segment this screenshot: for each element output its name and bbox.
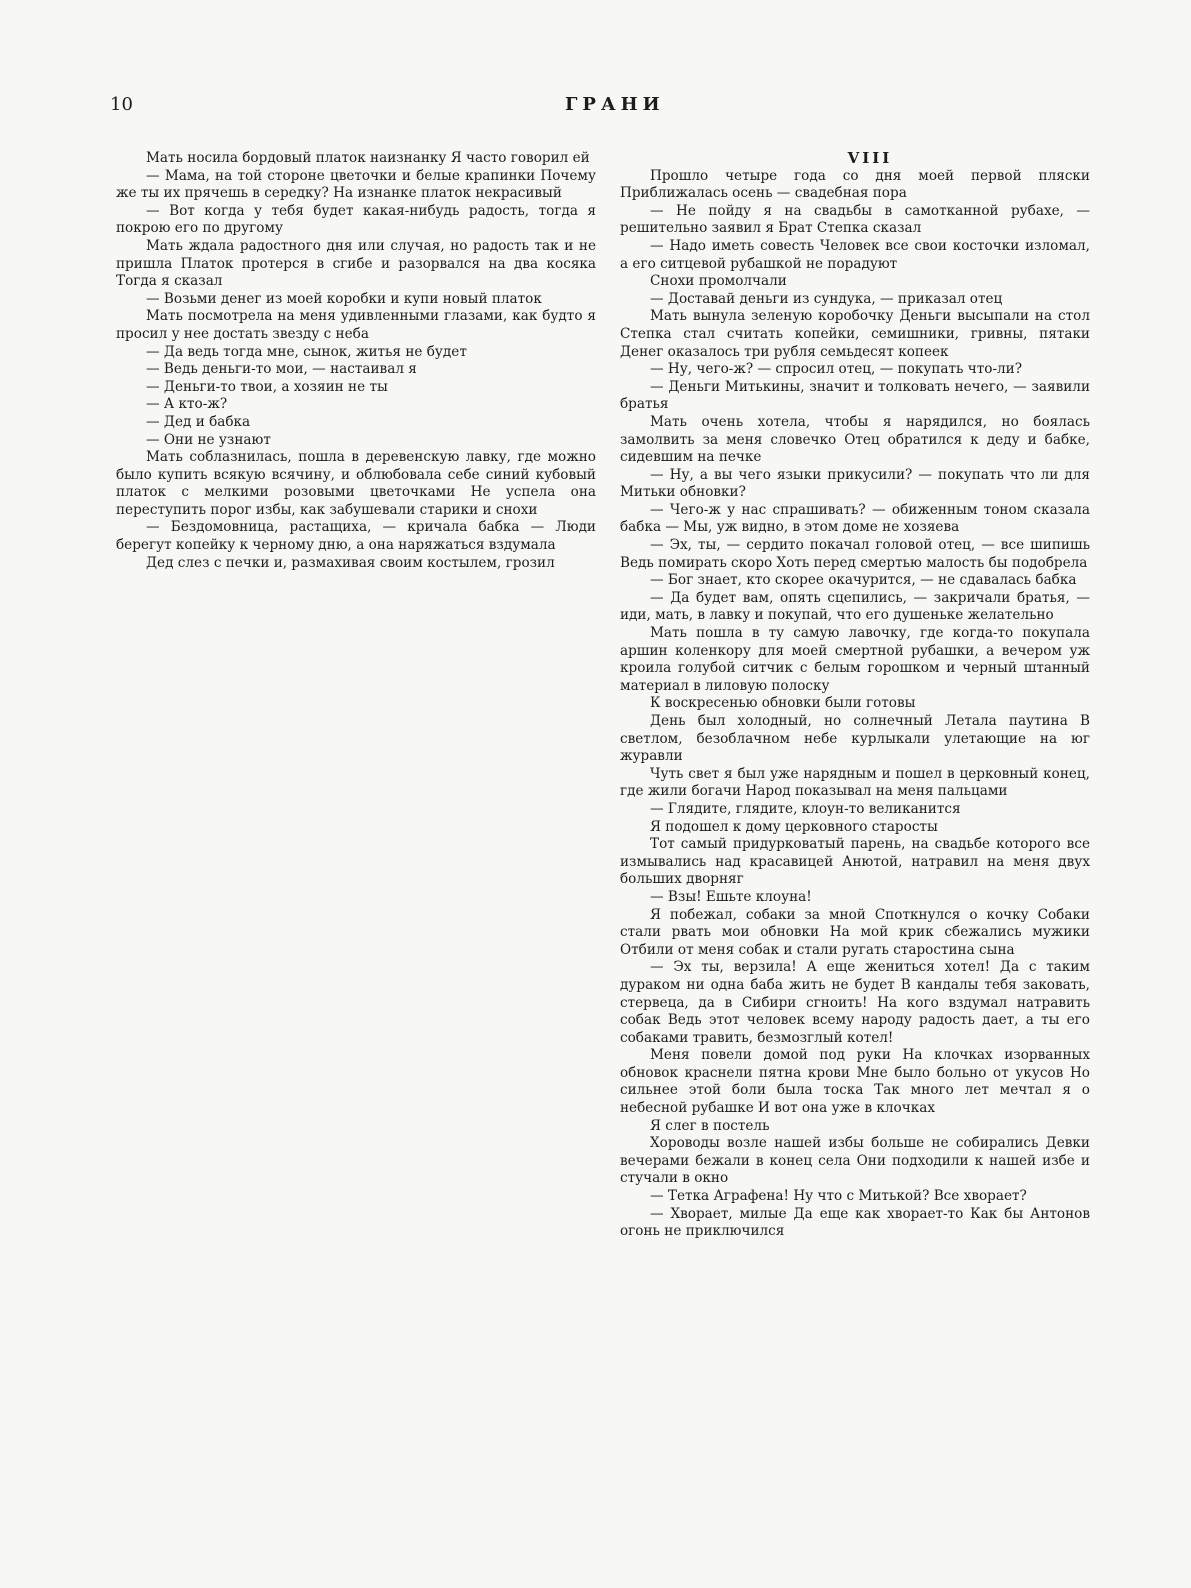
paragraph: — Ну, чего-ж? — спросил отец, — покупать что-ли?: [650, 361, 1023, 378]
paragraph: Я подошел к дому церковного старосты: [650, 818, 938, 835]
paragraph: — Эх ты, верзила! А еще жениться хотел! Да с таким дураком ни одна баба жить не будет В кандалы тебя заковать, стервеца, да в Сибири сгноить! На кого вздумал натравить собак Ведь этот человек всему народу радость дает, а ты его собаками травить, безмозглый котел!: [620, 959, 1090, 1046]
paragraph: — Эх, ты, — сердито покачал головой отец, — все шипишь Ведь помирать скоро Хоть перед смертью малость бы подобрела: [620, 537, 1090, 571]
paragraph: Мать очень хотела, чтобы я нарядился, но боялась замолвить за меня словечко Отец обратился к деду и бабке, сидевшим на печке: [620, 413, 1090, 466]
paragraph: Мать носила бордовый платок наизнанку Я часто говорил ей: [146, 150, 590, 166]
paragraph: К воскресенью обновки были готовы: [650, 695, 916, 712]
paragraph: — Они не узнают: [146, 431, 271, 448]
paragraph: — Бог знает, кто скорее окачурится, — не сдавалась бабка: [650, 572, 1077, 589]
chapter-number: VIII: [847, 149, 893, 167]
paragraph: Меня повели домой под руки На клочках изорванных обновок краснели пятна крови Мне было больно от укусов Но сильнее этой боли была тоска Так много лет мечтал я о небесной рубашке И вот она уже в клочках: [620, 1047, 1090, 1117]
paragraph: — Глядите, глядите, клоун-то великанится: [650, 800, 961, 817]
right-column: [620, 150, 1090, 1241]
paragraph: Тот самый придурковатый парень, на свадьбе которого все измывались над красавицей Анютой, натравил на меня двух больших дворняг: [620, 836, 1090, 888]
paragraph: Мать пошла в ту самую лавочку, где когда-то покупала аршин коленкору для моей смертной рубашки, а вечером уж кроила голубой ситчик с белым горошком и черный штанный материал в лиловую полоску: [620, 625, 1090, 694]
journal-title: ГРАНИ: [565, 94, 665, 115]
paragraph: Мать ждала радостного дня или случая, но радость так и не пришла Платок протерся в сгибе и разорвался на два косяка Тогда я сказал: [116, 237, 596, 290]
paragraph: — Тетка Аграфена! Ну что с Митькой? Все хворает?: [650, 1188, 1027, 1205]
paragraph: — Вот когда у тебя будет какая-нибудь радость, тогда я покрою его по другому: [116, 202, 596, 237]
paragraph: Я слег в постель: [650, 1117, 770, 1134]
paragraph: Хороводы возле нашей избы больше не собирались Девки вечерами бежали в конец села Они подходили к нашей избе и стучали в окно: [620, 1135, 1090, 1187]
paragraph: Дед слез с печки и, размахивая своим костылем, грозил: [146, 554, 555, 571]
paragraph: Мать соблазнилась, пошла в деревенскую лавку, где можно было купить всякую всячину, и облюбовала себе синий кубовый платок с мелкими розовыми цветочками Не успела она переступить порог избы, как забушевали старики и снохи: [116, 449, 596, 518]
paragraph: Мать вынула зеленую коробочку Деньги высыпали на стол Степка стал считать копейки, семишники, гривны, пятаки Денег оказалось три рубля семьдесят копеек: [620, 308, 1090, 360]
paragraph: Снохи промолчали: [650, 273, 787, 290]
paragraph: — А кто-ж?: [146, 396, 228, 413]
left-column: [116, 150, 596, 572]
paragraph: Чуть свет я был уже нарядным и пошел в церковный конец, где жили богачи Народ показывал на меня пальцами: [620, 765, 1090, 800]
paragraph: День был холодный, но солнечный Летала паутина В светлом, безоблачном небе курлыкали улетающие на юг журавли: [620, 713, 1090, 765]
paragraph: Мать посмотрела на меня удивленными глазами, как будто я просил у нее достать звезду с неба: [116, 308, 596, 342]
paragraph: — Чего-ж у нас спрашивать? — обиженным тоном сказала бабка — Мы, уж видно, в этом доме не хозяева: [620, 501, 1090, 536]
paragraph: Прошло четыре года со дня моей первой пляски Приближалась осень — свадебная пора: [620, 167, 1090, 202]
paragraph: — Да ведь тогда мне, сынок, житья не будет: [146, 343, 467, 360]
paragraph: — Ведь деньги-то мои, — настаивал я: [146, 361, 417, 378]
paragraph: — Доставай деньги из сундука, — приказал отец: [650, 290, 1003, 307]
paragraph: — Мама, на той стороне цветочки и белые крапинки Почему же ты их прячешь в середку? На изнанке платок некрасивый: [116, 167, 596, 202]
paragraph: — Деньги Митькины, значит и толковать нечего, — заявили братья: [620, 378, 1090, 413]
paragraph: — Да будет вам, опять сцепились, — закричали братья, — иди, мать, в лавку и покупай, что его душеньке желательно: [620, 589, 1090, 624]
paragraph: — Ну, а вы чего языки прикусили? — покупать что ли для Митьки обновки?: [620, 466, 1090, 501]
paragraph: Я побежал, собаки за мной Споткнулся о кочку Собаки стали рвать мои обновки На мой крик сбежались мужики Отбили от меня собак и стали ругать старостина сына: [620, 906, 1090, 958]
paragraph: — Дед и бабка: [146, 413, 251, 430]
paragraph: — Возьми денег из моей коробки и купи новый платок: [146, 290, 542, 307]
paragraph: — Бездомовница, растащиха, — кричала бабка — Люди берегут копейку к черному дню, а она наряжаться вздумала: [116, 519, 596, 554]
paragraph: — Не пойду я на свадьбы в самотканной рубахе, — решительно заявил я Брат Степка сказал: [620, 202, 1090, 237]
paragraph: — Хворает, милые Да еще как хворает-то Как бы Антонов огонь не приключился: [620, 1205, 1090, 1240]
paragraph: — Деньги-то твои, а хозяин не ты: [146, 378, 388, 395]
page-header: [110, 94, 1080, 120]
paragraph: — Взы! Ешьте клоуна!: [650, 888, 812, 905]
page-number: 10: [110, 94, 133, 115]
paragraph: — Надо иметь совесть Человек все свои косточки изломал, а его ситцевой рубашкой не порадуют: [620, 237, 1090, 272]
